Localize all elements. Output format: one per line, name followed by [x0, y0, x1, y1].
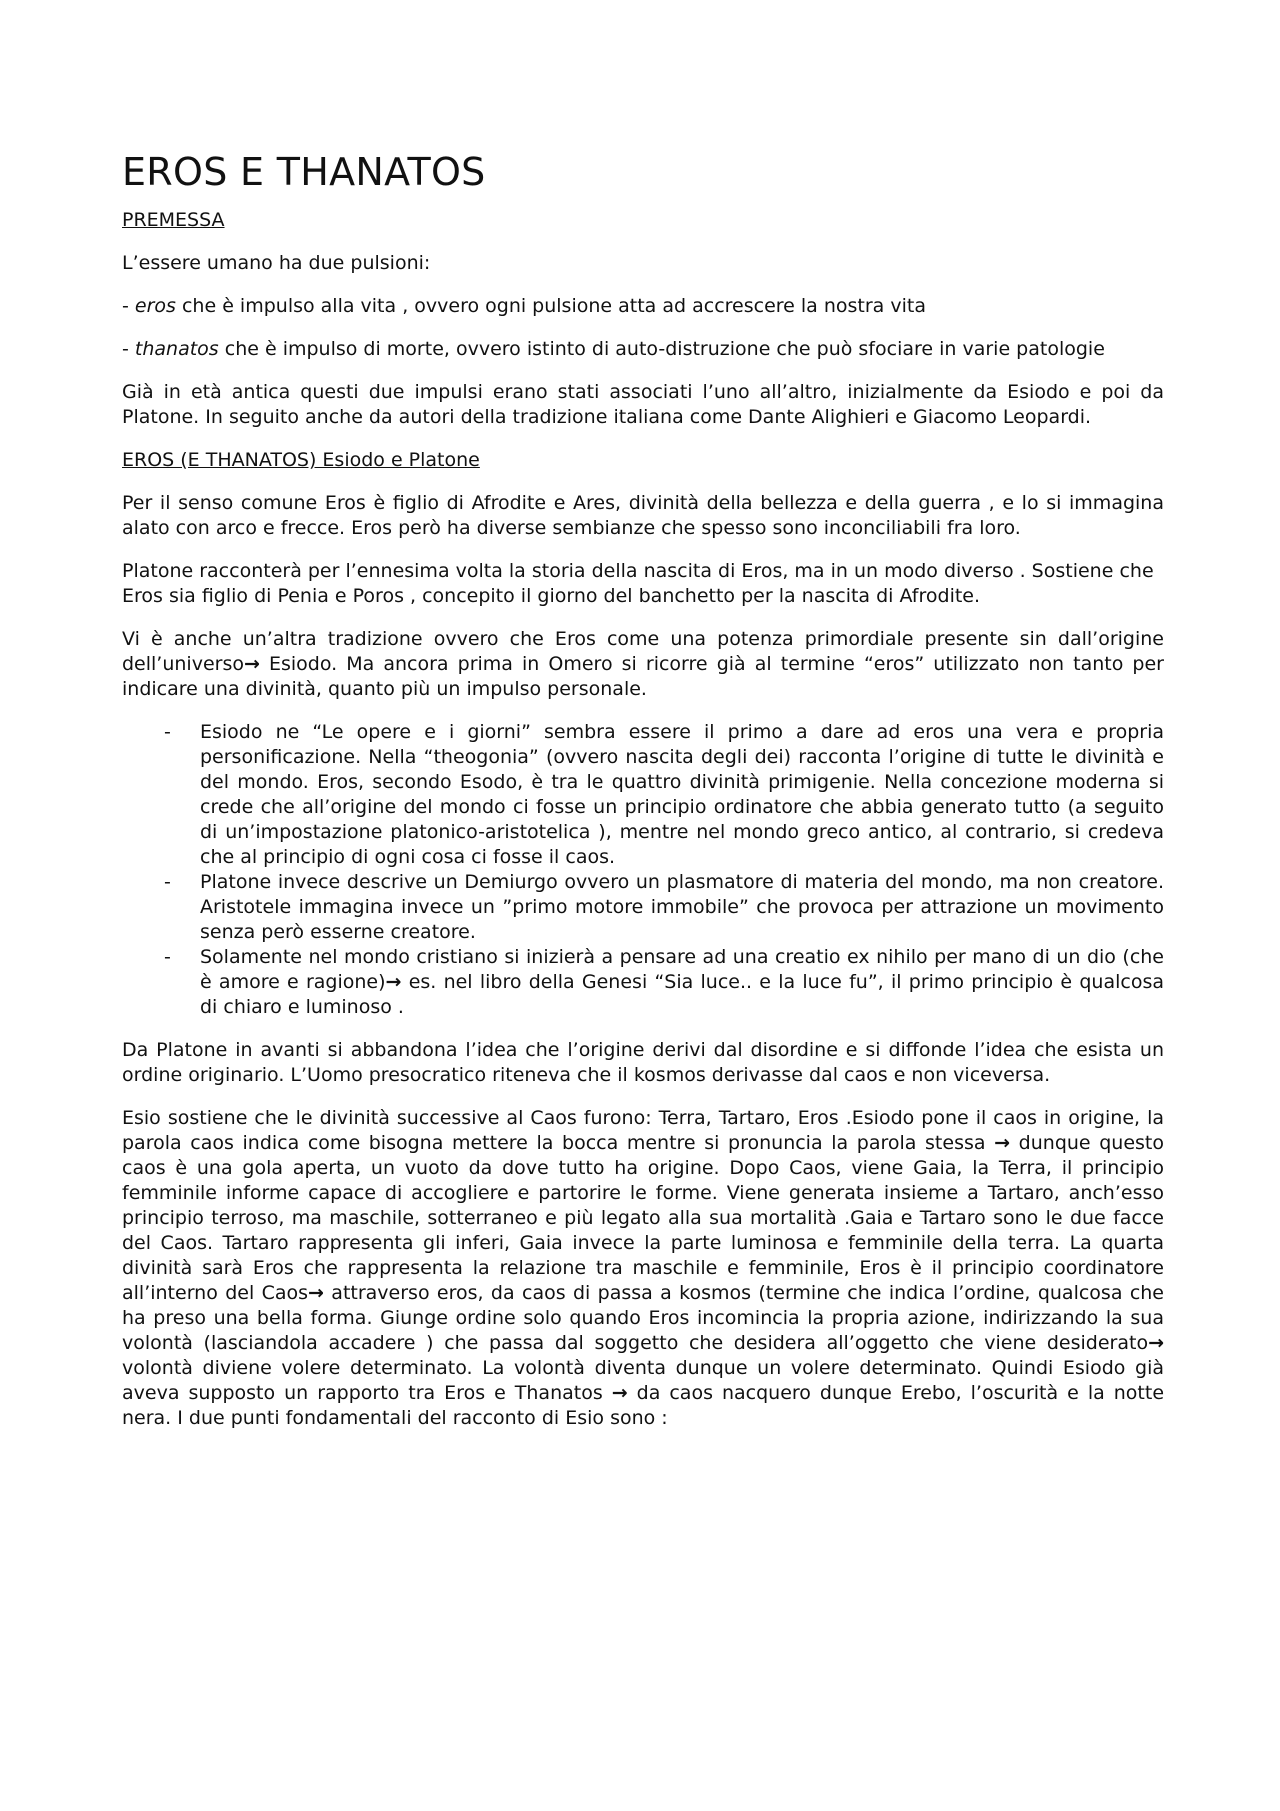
point-eros — [122, 294, 1164, 319]
paragraph-text: attraverso eros, da caos di passa a kosmos (termine che indica l’ordine, qualcosa che ha preso una bella forma. Giunge ordine solo quando Eros incomincia la propria azione, indirizzando la sua volontà (lasciandola accadere ) che passa dal soggetto che desidera all’oggetto che viene desiderato — [122, 1282, 1164, 1354]
arrow-icon: → — [611, 1382, 628, 1404]
dash-bullet: - — [164, 946, 171, 968]
section-heading-premessa: PREMESSA — [122, 209, 225, 231]
point-thanatos-text: che è impulso di morte, ovvero istinto di auto-distruzione che può sfociare in varie patologie — [218, 338, 1105, 360]
paragraph-eta-antica: Già in età antica questi due impulsi erano stati associati l’uno all’altro, inizialmente da Esiodo e poi da Platone. In seguito anche da autori della tradizione italiana come Dante Alighieri e Giacomo Leopardi. — [122, 381, 1164, 428]
paragraph-ordine: Da Platone in avanti si abbandona l’idea che l’origine derivi dal disordine e si diffonde l’idea che esista un ordine originario. L’Uomo presocratico riteneva che il kosmos derivasse dal caos e non viceversa. — [122, 1039, 1164, 1086]
paragraph-platone: Platone racconterà per l’ennesima volta la storia della nascita di Eros, ma in un modo diverso . Sostiene che Eros sia figlio di Penia e Poros , concepito il giorno del banchetto per la nascita di Afrodite. — [122, 560, 1154, 607]
paragraph-text: da caos nacquero dunque Erebo, l’oscurità e la notte nera. I due punti fondamentali del racconto di Esio sono : — [122, 1382, 1165, 1429]
list-item-text: Platone invece descrive un Demiurgo ovvero un plasmatore di materia del mondo, ma non creatore. Aristotele immagina invece un ”primo motore immobile” che provoca per attrazione un movimento senza però esserne creatore. — [200, 871, 1164, 943]
dash-bullet: - — [164, 721, 171, 743]
arrow-icon: → — [994, 1132, 1011, 1154]
paragraph-text: dunque questo caos è una gola aperta, un vuoto da dove tutto ha origine. Dopo Caos, viene Gaia, la Terra, il principio femminile informe capace di accogliere e partorire le forme. Viene generata insieme a Tartaro, anch’esso principio terroso, ma maschile, sotterraneo e più legato alla sua mortalità .Gaia e Tartaro sono le due facce del Caos. Tartaro rappresenta gli inferi, Gaia invece la parte luminosa e femminile della terra. La quarta divinità sarà Eros che rappresenta la relazione tra maschile e femminile, Eros è il principio coordinatore all’interno del Caos — [122, 1132, 1165, 1304]
dash-bullet: - — [164, 871, 171, 893]
point-prefix: - — [122, 338, 135, 360]
list-item-text: Esiodo ne “Le opere e i giorni” sembra essere il primo a dare ad eros una vera e propria personificazione. Nella “theogonia” (ovvero nascita degli dei) racconta l’origine di tutte le divinità e del mondo. Eros, secondo Esodo, è tra le quattro divinità primigenie. Nella concezione moderna si crede che all’origine del mondo ci fosse un principio ordinatore che abbia generato tutto (a seguito di un’impostazione platonico-aristotelica ), mentre nel mondo greco antico, al contrario, si credeva che al principio di ogni cosa ci fosse il caos. — [200, 721, 1164, 868]
document-title: EROS E THANATOS — [122, 150, 486, 194]
point-eros-text: che è impulso alla vita , ovvero ogni pulsione atta ad accrescere la nostra vita — [175, 295, 926, 317]
list-item — [122, 870, 1164, 945]
document-body — [122, 148, 1164, 1449]
paragraph-esio — [122, 1106, 1164, 1431]
term-eros: eros — [134, 295, 176, 317]
intro-paragraph: L’essere umano ha due pulsioni: — [122, 252, 431, 274]
arrow-icon: → — [385, 971, 402, 993]
paragraph-text: Esio sostiene che le divinità successive al Caos furono: Terra, Tartaro, Eros .Esiodo pone il caos in origine, la parola caos indica come bisogna mettere la bocca mentre si pronuncia la parola stessa — [122, 1107, 1164, 1154]
list-item-text: Solamente nel mondo cristiano si inizierà a pensare ad una creatio ex nihilo per mano di un dio (che è amore e ragione) — [200, 946, 1164, 993]
point-prefix: - — [122, 295, 135, 317]
paragraph-tradizione — [122, 627, 1164, 702]
paragraph-text: volontà diviene volere determinato. La volontà diventa dunque un volere determinato. Quindi Esiodo già aveva supposto un rapporto tra Eros e Thanatos — [122, 1357, 1164, 1404]
list-item — [122, 945, 1164, 1020]
section-heading-eros: EROS (E THANATOS) Esiodo e Platone — [122, 449, 480, 471]
paragraph-senso-comune: Per il senso comune Eros è figlio di Afrodite e Ares, divinità della bellezza e della guerra , e lo si immagina alato con arco e frecce. Eros però ha diverse sembianze che spesso sono inconciliabili fra loro. — [122, 492, 1164, 539]
arrow-icon: → — [1148, 1332, 1164, 1354]
list-item — [122, 720, 1164, 870]
term-thanatos: thanatos — [134, 338, 219, 360]
dash-list — [122, 720, 1164, 1020]
list-item-text: es. nel libro della Genesi “Sia luce.. e la luce fu”, il primo principio è qualcosa di chiaro e luminoso . — [200, 971, 1164, 1018]
paragraph-text: Esiodo. Ma ancora prima in Omero si ricorre già al termine “eros” utilizzato non tanto per indicare una divinità, quanto più un impulso personale. — [122, 653, 1164, 700]
arrow-icon: → — [308, 1282, 324, 1304]
point-thanatos — [122, 337, 1164, 362]
paragraph-text: Vi è anche un’altra tradizione ovvero che Eros come una potenza primordiale presente sin dall’origine dell’universo — [122, 628, 1164, 675]
arrow-icon: → — [243, 653, 260, 675]
